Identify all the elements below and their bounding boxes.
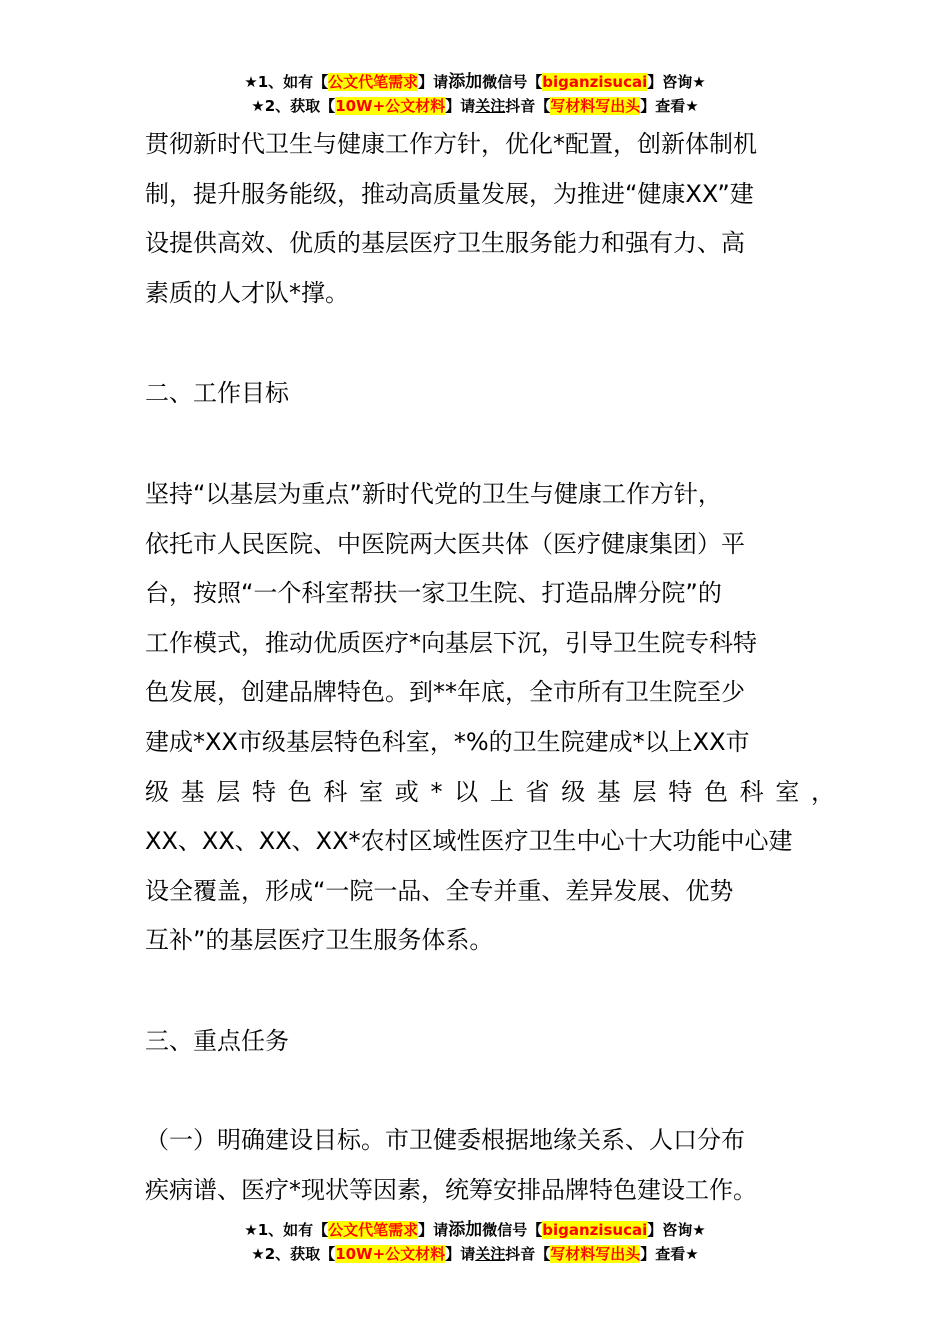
banner-douyin-id: 写材料写出头 (550, 1245, 641, 1263)
banner-text: ★1、如有【 (244, 1221, 329, 1239)
banner-text: 】请 (418, 1221, 449, 1239)
banner-text: ★1、如有【 (244, 73, 329, 91)
banner-text: 抖音【 (505, 97, 551, 115)
banner-text: 】请 (418, 73, 449, 91)
banner-highlight: 公文代笔需求 (328, 1221, 419, 1239)
intro-paragraph (145, 120, 805, 318)
banner-emphasis: 添加 (448, 72, 483, 92)
banner-text: 微信号【 (482, 1221, 543, 1239)
text-line: XX、XX、XX、XX*农村区域性医疗卫生中心十大功能中心建 (145, 827, 793, 856)
text-line: 依托市人民医院、中医院两大医共体（医疗健康集团）平 (145, 529, 745, 558)
banner-highlight: 公文代笔需求 (328, 73, 419, 91)
banner-wechat-id: biganzisucai (542, 1221, 648, 1239)
banner-text: 】咨询★ (647, 1221, 706, 1239)
banner-text: 】请 (445, 1245, 476, 1263)
text-line: 级基层特色科室或*以上省级基层特色科室， (145, 777, 835, 806)
banner-wechat-id: biganzisucai (542, 73, 648, 91)
top-banner-line-1 (0, 70, 950, 94)
section-heading-tasks: 三、重点任务 (145, 1027, 289, 1055)
text-line: 设全覆盖，形成“一院一品、全专并重、差异发展、优势 (145, 876, 734, 905)
top-banner-line-2 (0, 94, 950, 118)
banner-highlight: 10W+公文材料 (335, 97, 446, 115)
text-line: 台，按照“一个科室帮扶一家卫生院、打造品牌分院”的 (145, 579, 722, 608)
banner-text: 】查看★ (640, 97, 699, 115)
goals-paragraph (145, 470, 835, 966)
text-line: 建成*XX市级基层特色科室，*%的卫生院建成*以上XX市 (145, 727, 750, 756)
text-line: 工作模式，推动优质医疗*向基层下沉，引导卫生院专科特 (145, 628, 757, 657)
banner-text: 】请 (445, 97, 476, 115)
text-line: 疾病谱、医疗*现状等因素，统筹安排品牌特色建设工作。 (145, 1175, 757, 1204)
banner-text: 抖音【 (505, 1245, 551, 1263)
banner-text: 微信号【 (482, 73, 543, 91)
text-line: 制，提升服务能级，推动高质量发展，为推进“健康XX”建 (145, 179, 754, 208)
banner-text: 】咨询★ (647, 73, 706, 91)
banner-emphasis: 关注 (475, 97, 506, 115)
banner-emphasis: 关注 (475, 1245, 506, 1263)
text-line: 互补”的基层医疗卫生服务体系。 (145, 926, 494, 955)
banner-text: ★2、获取【 (251, 1245, 336, 1263)
banner-emphasis: 添加 (448, 1220, 483, 1240)
banner-highlight: 10W+公文材料 (335, 1245, 446, 1263)
banner-text: ★2、获取【 (251, 97, 336, 115)
text-line: 设提供高效、优质的基层医疗卫生服务能力和强有力、高 (145, 229, 745, 258)
text-line: 贯彻新时代卫生与健康工作方针，优化*配置，创新体制机 (145, 130, 757, 158)
tasks-paragraph (145, 1116, 805, 1215)
text-line: 素质的人才队*撑。 (145, 278, 349, 307)
bottom-banner-line-2 (0, 1242, 950, 1266)
text-line: 色发展，创建品牌特色。到**年底，全市所有卫生院至少 (145, 678, 745, 707)
text-line: 坚持“以基层为重点”新时代党的卫生与健康工作方针， (145, 480, 722, 508)
text-line: （一）明确建设目标。市卫健委根据地缘关系、人口分布 (145, 1126, 745, 1154)
banner-douyin-id: 写材料写出头 (550, 97, 641, 115)
banner-text: 】查看★ (640, 1245, 699, 1263)
section-heading-goals: 二、工作目标 (145, 379, 289, 407)
bottom-banner-line-1 (0, 1218, 950, 1242)
